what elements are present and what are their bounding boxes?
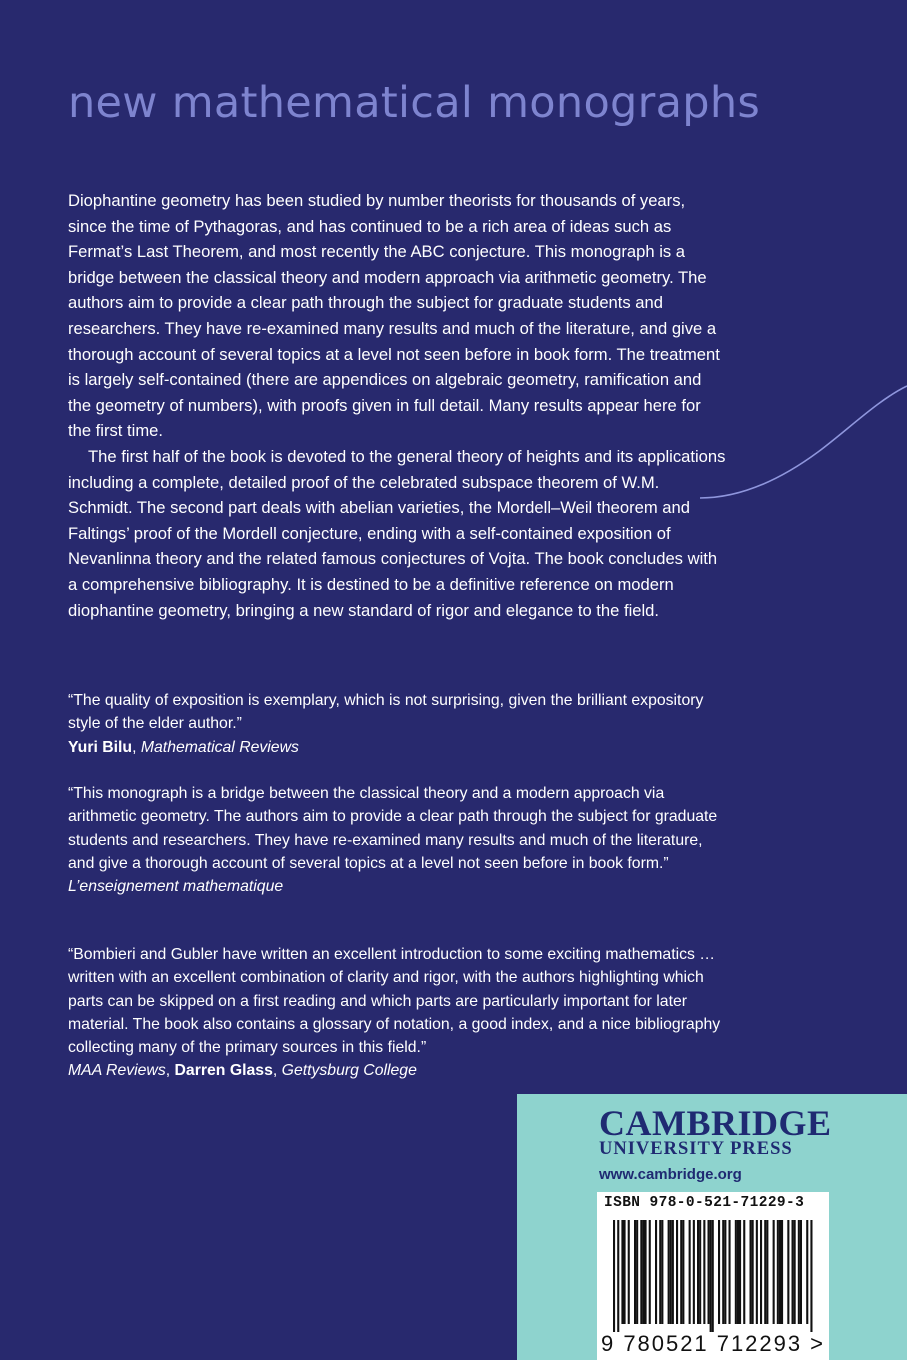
barcode-bars (613, 1220, 813, 1332)
barcode-bar (628, 1220, 630, 1324)
barcode-bar (724, 1220, 726, 1324)
barcode-bar (649, 1220, 651, 1324)
barcode-bar (760, 1220, 762, 1324)
attribution-separator: , (272, 1062, 282, 1080)
barcode-bar (781, 1220, 783, 1324)
barcode-bar (636, 1220, 638, 1324)
barcode-bar (792, 1220, 794, 1324)
barcode-panel (597, 1192, 829, 1360)
barcode-bar (642, 1220, 644, 1324)
barcode-bar (640, 1220, 642, 1324)
barcode-digits: 9 780521 712293 > (601, 1331, 823, 1356)
review-source: L’enseignement mathematique (68, 878, 284, 896)
barcode-bar (779, 1220, 781, 1324)
barcode-bar (752, 1220, 754, 1324)
barcode-bar (634, 1220, 636, 1324)
barcode-bar (621, 1220, 623, 1324)
barcode-bar (668, 1220, 670, 1324)
barcode-bar (806, 1220, 808, 1324)
publisher-logo-subtitle: UNIVERSITY PRESS (599, 1139, 793, 1159)
barcode-bar (689, 1220, 691, 1324)
barcode-bar (680, 1220, 682, 1324)
barcode-bar (756, 1220, 758, 1324)
barcode-bar (699, 1220, 701, 1324)
barcode-bar (712, 1220, 714, 1332)
decorative-curve (700, 370, 907, 520)
description-paragraph-1: Diophantine geometry has been studied by number theorists for thousands of years, since the time of Pythagoras, and has continued to be a rich area of ideas such as Fermat’s Last Theorem, and most recently the ABC conjecture. This monograph is a bridge between the classical theory and modern approach via arithmetic geometry. The authors aim to provide a clear path through the subject for graduate students and researchers. They have re-examined many results and much of the literature, and give a thorough account of several topics at a level not seen before in book form. The treatment is largely self-contained (there are appendices on algebraic geometry, ramification and the geometry of numbers), with proofs given in full detail. Many results appear here for the first time. (68, 191, 720, 441)
barcode-bar (766, 1220, 768, 1324)
reviewer-name: Yuri Bilu (68, 738, 133, 756)
barcode-bar (800, 1220, 802, 1324)
barcode-bar (810, 1220, 812, 1332)
barcode-bar (737, 1220, 739, 1324)
review-item (68, 943, 728, 1083)
barcode-bar (739, 1220, 741, 1324)
series-title: new mathematical monographs (68, 78, 761, 128)
publisher-panel (517, 1094, 907, 1360)
review-attribution (68, 736, 728, 759)
barcode-bar (624, 1220, 626, 1324)
review-source: Mathematical Reviews (140, 738, 299, 756)
barcode-bar (659, 1220, 661, 1324)
barcode-bar (773, 1220, 775, 1324)
review-quote: “Bombieri and Gubler have written an excellent introduction to some exciting mathematics … written with an excellent combination of clarity and rigor, with the authors highlighting which parts can be skipped on a first reading and which parts are particularly important for later material. The book also contains a glossary of notation, a good index, and a nice bibliography collecting many of the primary sources in this field.” (68, 946, 721, 1057)
barcode-bar (645, 1220, 647, 1324)
reviewer-institution: Gettysburg College (281, 1062, 417, 1080)
barcode-bar (617, 1220, 619, 1332)
barcode-bar (722, 1220, 724, 1324)
barcode-bar (729, 1220, 731, 1324)
barcode-bar (708, 1220, 710, 1324)
barcode-bar (798, 1220, 800, 1324)
isbn-label: ISBN 978-0-521-71229-3 (604, 1195, 805, 1211)
barcode-bar (703, 1220, 705, 1324)
barcode (597, 1216, 829, 1356)
review-quote: “The quality of exposition is exemplary, which is not surprising, given the brilliant expository style of the elder author.” (68, 692, 704, 733)
review-source: MAA Reviews (68, 1062, 166, 1080)
barcode-bar (613, 1220, 615, 1332)
review-item (68, 782, 728, 898)
attribution-separator: , (165, 1062, 175, 1080)
barcode-bar (655, 1220, 657, 1324)
barcode-bar (794, 1220, 796, 1324)
barcode-bar (787, 1220, 789, 1324)
barcode-bar (764, 1220, 766, 1324)
review-attribution (68, 1059, 728, 1082)
barcode-bar (750, 1220, 752, 1324)
barcode-bar (661, 1220, 663, 1324)
description-paragraph-2: The first half of the book is devoted to the general theory of heights and its applications including a complete, detailed proof of the celebrated subspace theorem of W.M. Schmidt. The second part deals with abelian varieties, the Mordell–Weil theorem and Faltings’ proof of the Mordell conjecture, ending with a self-contained exposition of Nevanlinna theory and the related famous conjectures of Vojta. The book concludes with a comprehensive bibliography. It is destined to be a definitive reference on modern diophantine geometry, bringing a new standard of rigor and elegance to the field. (68, 446, 726, 620)
publisher-logo-name: CAMBRIDGE (599, 1103, 832, 1143)
barcode-bar (735, 1220, 737, 1324)
review-item (68, 689, 728, 759)
barcode-bar (743, 1220, 745, 1324)
book-description (68, 188, 728, 623)
publisher-url: www.cambridge.org (599, 1166, 742, 1183)
barcode-bar (672, 1220, 674, 1324)
barcode-bar (718, 1220, 720, 1324)
barcode-bar (676, 1220, 678, 1324)
barcode-bar (682, 1220, 684, 1324)
reviewer-name: Darren Glass (174, 1062, 273, 1080)
barcode-bar (777, 1220, 779, 1324)
barcode-bar (693, 1220, 695, 1324)
barcode-bar (670, 1220, 672, 1324)
attribution-separator: , (132, 738, 141, 756)
review-attribution (68, 875, 728, 898)
review-quote: “This monograph is a bridge between the classical theory and a modern approach via arithmetic geometry. The authors aim to provide a clear path through the subject for graduate students and researchers. They have re-examined many results and much of the literature, and give a thorough account of several topics at a level not seen before in book form.” (68, 785, 718, 872)
barcode-bar (710, 1220, 712, 1332)
barcode-bar (697, 1220, 699, 1324)
